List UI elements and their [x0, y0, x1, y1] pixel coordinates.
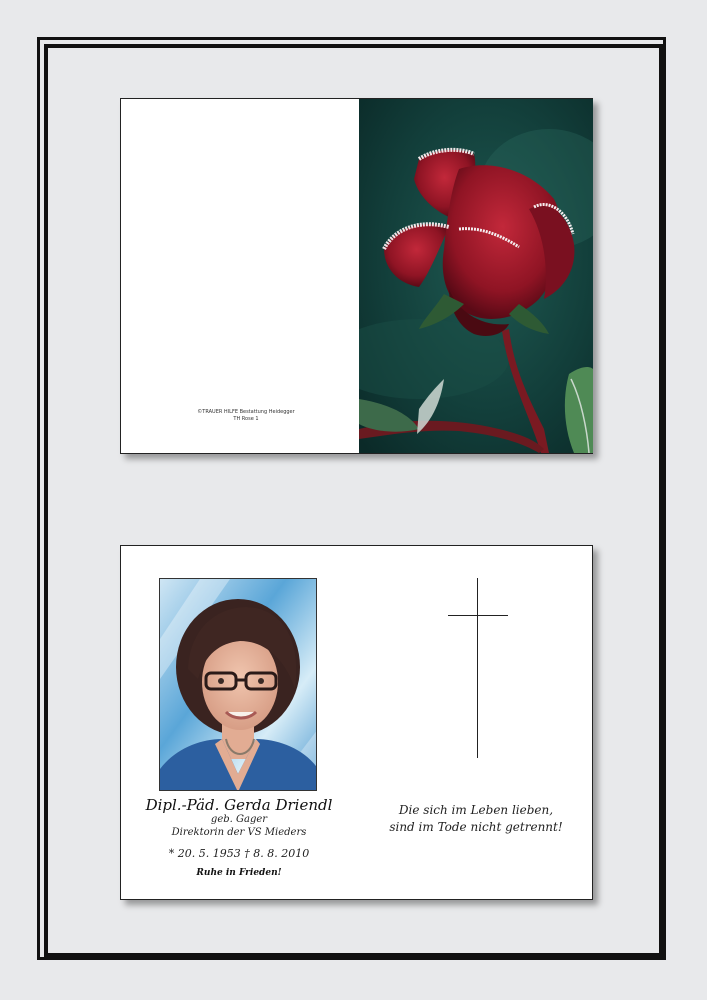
portrait-photo	[159, 578, 317, 791]
deceased-name: Dipl.-Päd. Gerda Driendl	[145, 796, 333, 814]
imprint-text	[181, 409, 311, 423]
memorial-verse	[371, 802, 581, 836]
farewell-text: Ruhe in Frieden!	[196, 868, 282, 878]
rose-image	[359, 99, 593, 453]
imprint-design-code: TH Rose 1	[233, 416, 259, 422]
verse-line-1: Die sich im Leben lieben,	[398, 803, 554, 817]
cross-icon	[477, 578, 478, 758]
job-title: Direktorin der VS Mieders	[171, 827, 307, 838]
imprint-publisher: ©TRAUER HILFE Bestattung Heidegger	[197, 409, 295, 415]
cross-icon-bar	[448, 615, 508, 616]
rose-photo	[359, 99, 593, 453]
portrait-image	[160, 579, 317, 791]
verse-line-2: sind im Tode nicht getrennt!	[389, 820, 563, 834]
card-back-spread	[120, 545, 593, 900]
birth-name: geb. Gager	[210, 814, 268, 825]
life-dates: * 20. 5. 1953 † 8. 8. 2010	[168, 847, 310, 860]
card-front-spread	[120, 98, 593, 454]
